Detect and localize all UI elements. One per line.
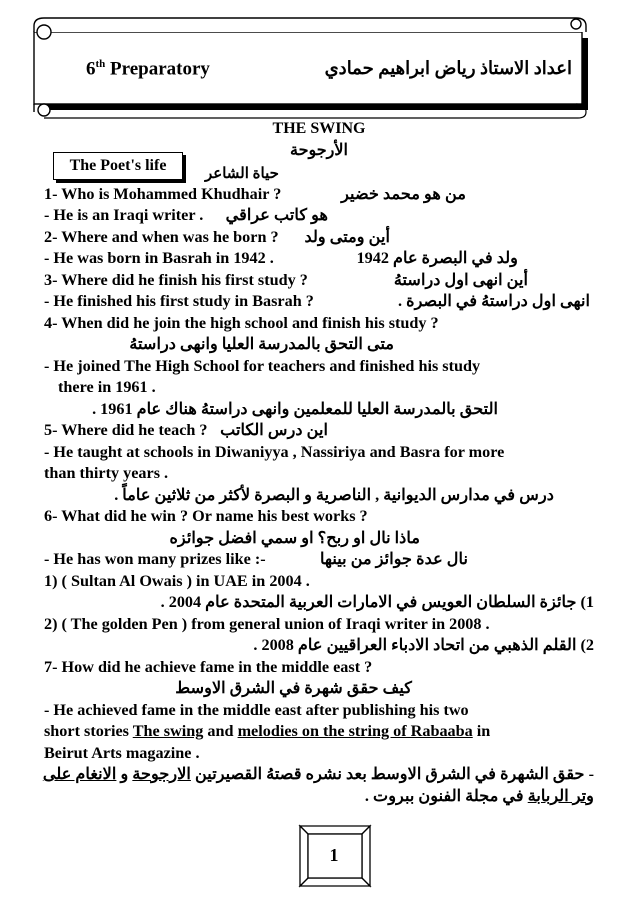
grade-label: 6th Preparatory <box>86 58 210 80</box>
answer-5-cont: than thirty years . <box>44 464 169 482</box>
answer-5: - He taught at schools in Diwaniyya , Nassiriya and Basra for more <box>44 443 505 461</box>
author-credit: اعداد الاستاذ رياض ابراهيم حمادي <box>324 58 572 78</box>
answer-7-arabic: - حقق الشهرة في الشرق الاوسط بعد نشره قصتهُ القصيرتين الارجوحة و الانغام على <box>42 765 594 783</box>
answer-3: - He finished his first study in Basrah ? <box>44 292 314 310</box>
answer-2: - He was born in Basrah in 1942 . <box>44 249 274 267</box>
answer-6: - He has won many prizes like :- <box>44 550 266 568</box>
answer-4-cont: there in 1961 . <box>58 378 156 396</box>
poem-title-arabic: الأرجوحة <box>290 142 348 159</box>
answer-6-arabic: نال عدة جوائز من بينها <box>320 550 468 568</box>
question-2-arabic: أين ومتى ولد <box>304 228 390 246</box>
question-6-arabic: ماذا نال او ربح؟ او سمي افضل جوائزه <box>169 529 420 547</box>
question-7-arabic: كيف حقق شهرة في الشرق الاوسط <box>175 679 412 697</box>
prize-1: 1) ( Sultan Al Owais ) in UAE in 2004 . <box>44 572 310 590</box>
page-number: 1 <box>329 845 339 865</box>
answer-7: - He achieved fame in the middle east after publishing his two <box>44 701 469 719</box>
question-5-arabic: اين درس الكاتب <box>220 421 328 439</box>
question-3: 3- Where did he finish his first study ? <box>44 271 308 289</box>
prize-2-arabic: 2) القلم الذهبي من اتحاد الادباء العراقيين عام 2008 . <box>253 636 594 654</box>
question-4: 4- When did he join the high school and finish his study ? <box>44 314 439 332</box>
question-1-arabic: من هو محمد خضير <box>341 185 466 203</box>
question-7: 7- How did he achieve fame in the middle east ? <box>44 658 373 676</box>
section-heading-arabic: حياة الشاعر <box>205 166 279 182</box>
prize-1-arabic: 1) جائزة السلطان العويس في الامارات العربية المتحدة عام 2004 . <box>160 593 594 611</box>
story-title-swing: The swing <box>132 722 204 740</box>
answer-2-arabic: ولد في البصرة عام 1942 <box>356 249 518 267</box>
poem-title: THE SWING <box>272 120 366 137</box>
story-title-melodies: melodies on the string of Rabaaba <box>237 722 473 740</box>
question-1: 1- Who is Mohammed Khudhair ? <box>44 185 282 203</box>
question-6: 6- What did he win ? Or name his best works ? <box>44 507 368 525</box>
prize-2: 2) ( The golden Pen ) from general union of Iraqi writer in 2008 . <box>44 615 490 633</box>
answer-4-arabic: التحق بالمدرسة العليا للمعلمين وانهى دراستهُ هناك عام 1961 . <box>92 400 498 418</box>
answer-4: - He joined The High School for teachers and finished his study <box>44 357 481 375</box>
question-5: 5- Where did he teach ? <box>44 421 208 439</box>
answer-1-arabic: هو كاتب عراقي <box>225 206 328 224</box>
answer-1: - He is an Iraqi writer . <box>44 206 204 224</box>
answer-5-arabic: درس في مدارس الديوانية , الناصرية و البصرة لأكثر من ثلاثين عاماً . <box>114 486 554 504</box>
answer-3-arabic: انهى اول دراستهُ في البصرة . <box>398 292 590 310</box>
question-3-arabic: أين انهى اول دراستهُ <box>393 271 528 289</box>
section-heading-box: The Poet's life <box>53 152 183 180</box>
answer-7-cont: short stories The swing and melodies on the string of Rabaaba in <box>44 722 491 740</box>
question-2: 2- Where and when was he born ? <box>44 228 279 246</box>
question-4-arabic: متى التحق بالمدرسة العليا وانهى دراستهُ <box>129 335 394 353</box>
answer-7-arabic-cont: وتر الربابة في مجلة الفنون ببروت . <box>364 787 594 805</box>
answer-7-cont-2: Beirut Arts magazine . <box>44 744 200 762</box>
